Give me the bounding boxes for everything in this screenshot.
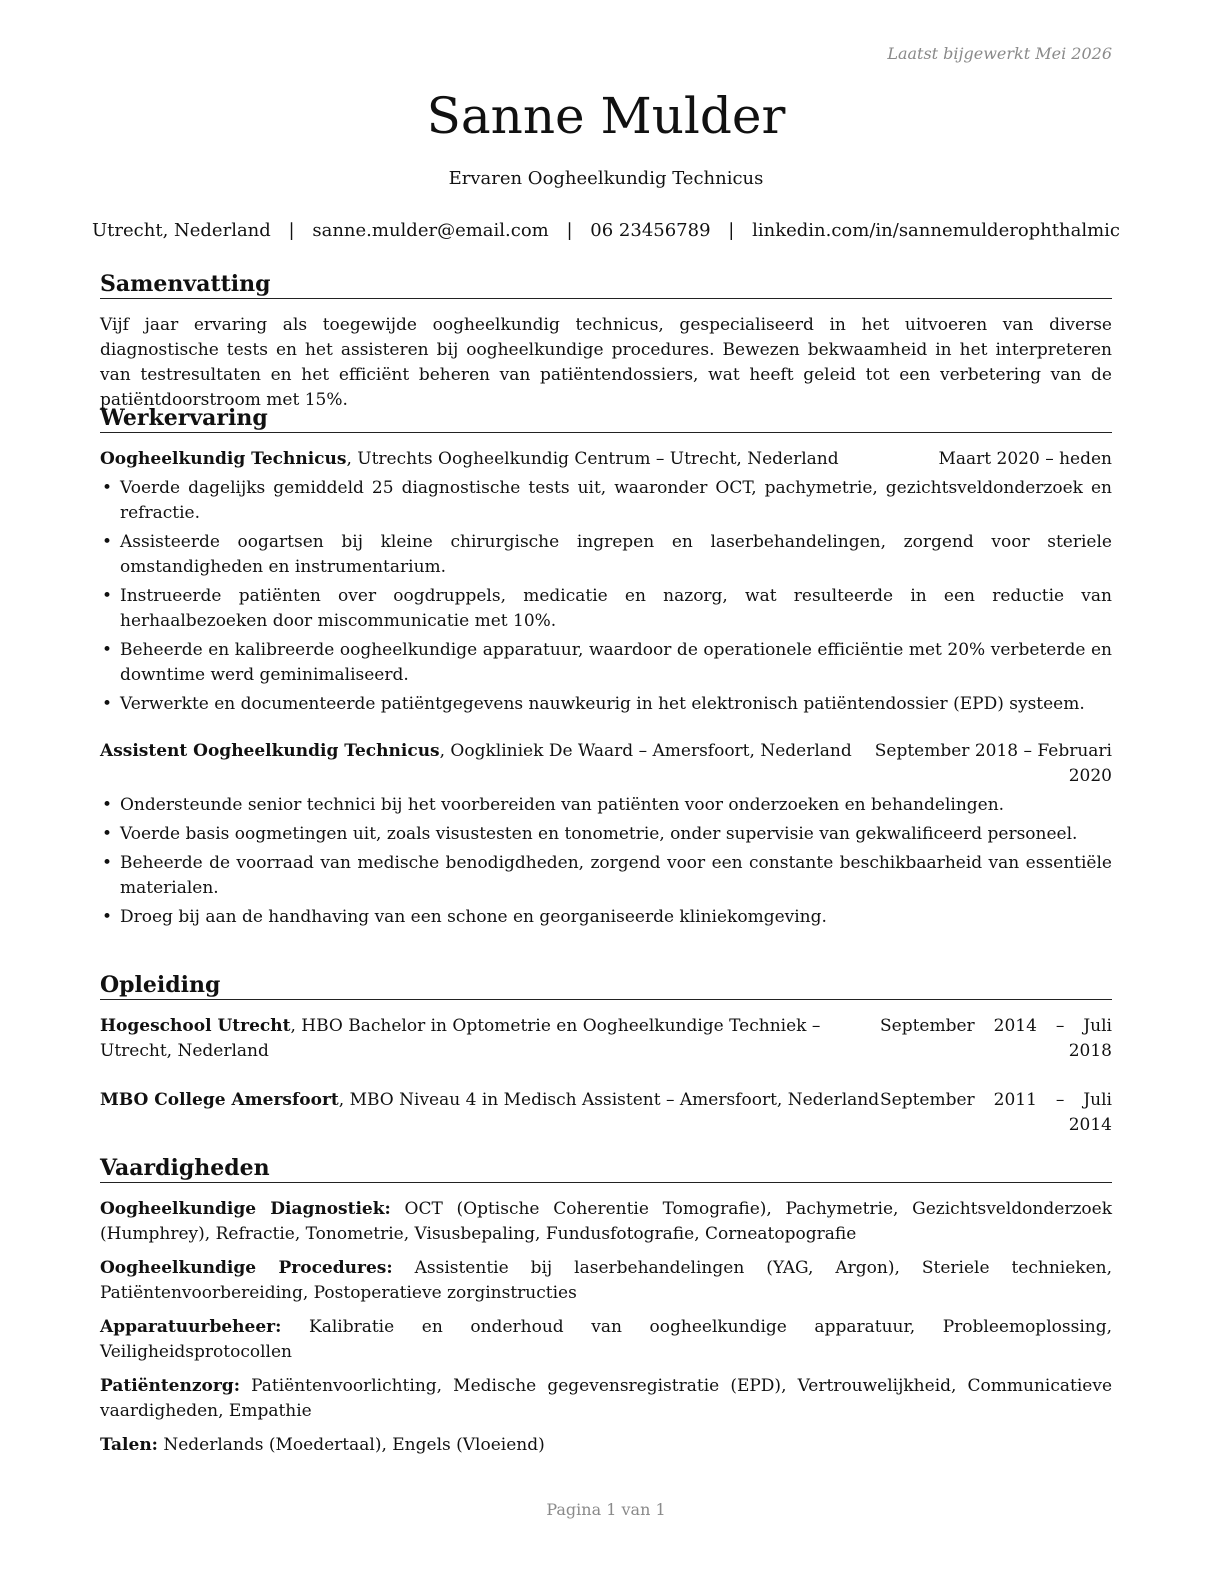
job-entry [100, 447, 1112, 717]
bullet-icon: • [102, 795, 113, 815]
skill-text: Kalibratie en onderhoud van oogheelkundige apparatuur, Probleemoplossing, Veiligheidsprotocollen [100, 1317, 1112, 1362]
contact-separator: | [288, 220, 295, 241]
summary-text: Vijf jaar ervaring als toegewijde oogheelkundig technicus, gespecialiseerd in het uitvoeren van diverse diagnostische tests en het assisteren bij oogheelkundige procedures. Bewezen bekwaamheid in het interpreteren van testresultaten en het efficiënt beheren van patiëntendossiers, wat heeft geleid tot een verbetering van de patiëntdoorstroom met 15%. [100, 315, 1112, 410]
skill-text: Assistentie bij laserbehandelingen (YAG, Argon), Steriele technieken, Patiëntenvoorbereiding, Postoperatieve zorginstructies [100, 1258, 1113, 1303]
job-bullets [100, 476, 1112, 717]
job-header [100, 739, 1112, 789]
skill-label: Talen: [100, 1435, 158, 1455]
headline: Ervaren Oogheelkundig Technicus [448, 168, 764, 189]
experience-section [100, 404, 1112, 934]
contact-phone[interactable]: 06 23456789 [590, 220, 711, 241]
candidate-name: Sanne Mulder [426, 87, 786, 145]
job-bullets [100, 793, 1112, 930]
education-school: MBO College Amersfoort [100, 1090, 339, 1110]
page-number: Pagina 1 van 1 [546, 1500, 666, 1519]
skill-label: Oogheelkundige Diagnostiek: [100, 1199, 391, 1219]
bullet-icon: • [102, 853, 113, 873]
job-header [100, 447, 1112, 472]
section-title-summary: Samenvatting [100, 270, 1112, 299]
section-title-skills: Vaardigheden [100, 1154, 1112, 1183]
skill-item [100, 1315, 1112, 1365]
education-school: Hogeschool Utrecht [100, 1016, 291, 1036]
section-title-experience: Werkervaring [100, 404, 1112, 433]
skills-list [100, 1197, 1112, 1458]
job-employer: , Oogkliniek De Waard – Amersfoort, Nederland [439, 741, 852, 761]
bullet-icon: • [102, 640, 113, 660]
job-role: Oogheelkundig Technicus [100, 449, 347, 469]
contact-line [0, 220, 1212, 241]
skills-section [100, 1154, 1112, 1467]
skill-label: Patiëntenzorg: [100, 1376, 240, 1396]
skill-text: OCT (Optische Coherentie Tomografie), Pachymetrie, Gezichtsveldonderzoek (Humphrey), Refractie, Tonometrie, Visusbepaling, Fundusfotografie, Corneatopografie [100, 1199, 1112, 1244]
list-item: • Instrueerde patiënten over oogdruppels, medicatie en nazorg, wat resulteerde in een reductie van herhaalbezoeken door miscommunicatie met 10%. [102, 586, 1112, 631]
education-title-line [100, 1014, 880, 1064]
contact-location: Utrecht, Nederland [92, 220, 271, 241]
job-title-line [100, 447, 936, 472]
contact-separator: | [566, 220, 573, 241]
list-item: • Voerde basis oogmetingen uit, zoals visustesten en tonometrie, onder supervisie van gekwalificeerd personeel. [100, 822, 1112, 847]
list-item: • Ondersteunde senior technici bij het voorbereiden van patiënten voor onderzoeken en behandelingen. [100, 793, 1112, 818]
contact-linkedin[interactable]: linkedin.com/in/sannemulderophthalmic [752, 220, 1120, 241]
list-item: • Voerde dagelijks gemiddeld 25 diagnostische tests uit, waaronder OCT, pachymetrie, gezichtsveldonderzoek en refractie. [102, 478, 1112, 523]
list-item: • Droeg bij aan de handhaving van een schone en georganiseerde kliniekomgeving. [100, 905, 1112, 930]
education-entry [100, 1014, 1112, 1064]
bullet-icon: • [102, 694, 113, 714]
contact-separator: | [728, 220, 735, 241]
education-title-line [100, 1088, 880, 1138]
skill-text: Nederlands (Moedertaal), Engels (Vloeiend) [157, 1435, 545, 1455]
skill-label: Oogheelkundige Procedures: [100, 1258, 393, 1278]
skill-item [100, 1197, 1112, 1247]
list-item: • Beheerde de voorraad van medische benodigdheden, zorgend voor een constante beschikbaarheid van essentiële materialen. [102, 853, 1112, 898]
education-program: , HBO Bachelor in Optometrie en Oogheelkundige Techniek – Utrecht, Nederland [100, 1016, 821, 1061]
bullet-icon: • [102, 478, 113, 498]
education-section [100, 971, 1112, 1138]
education-program: , MBO Niveau 4 in Medisch Assistent – Amersfoort, Nederland [338, 1090, 880, 1110]
job-role: Assistent Oogheelkundig Technicus [100, 741, 440, 761]
education-dates: September 2011 – Juli 2014 [880, 1090, 1112, 1135]
job-dates: Maart 2020 – heden [938, 449, 1112, 469]
job-employer: , Utrechts Oogheelkundig Centrum – Utrecht, Nederland [346, 449, 839, 469]
bullet-icon: • [102, 907, 113, 927]
list-item: • Assisteerde oogartsen bij kleine chirurgische ingrepen en laserbehandelingen, zorgend voor steriele omstandigheden en instrumentarium. [102, 532, 1112, 577]
skill-text: Patiëntenvoorlichting, Medische gegevensregistratie (EPD), Vertrouwelijkheid, Communicatieve vaardigheden, Empathie [100, 1376, 1112, 1421]
list-item: • Beheerde en kalibreerde oogheelkundige apparatuur, waardoor de operationele efficiëntie met 20% verbeterde en downtime werd geminimaliseerd. [102, 640, 1112, 685]
bullet-icon: • [102, 824, 113, 844]
job-entry [100, 739, 1112, 930]
skill-item [100, 1256, 1112, 1306]
skill-item [100, 1433, 1112, 1458]
education-entry [100, 1088, 1112, 1138]
last-updated: Laatst bijgewerkt Mei 2026 [887, 44, 1112, 63]
skill-label: Apparatuurbeheer: [100, 1317, 282, 1337]
education-dates: September 2014 – Juli 2018 [880, 1016, 1112, 1061]
section-title-education: Opleiding [100, 971, 1112, 1000]
bullet-icon: • [102, 532, 113, 552]
contact-email[interactable]: sanne.mulder@email.com [312, 220, 549, 241]
bullet-icon: • [102, 586, 113, 606]
skill-item [100, 1374, 1112, 1424]
resume-page [92, 0, 1120, 1584]
list-item: • Verwerkte en documenteerde patiëntgegevens nauwkeurig in het elektronisch patiëntendossier (EPD) systeem. [100, 692, 1112, 717]
job-title-line [100, 739, 862, 789]
job-dates: September 2018 – Februari 2020 [874, 741, 1112, 786]
summary-section [100, 270, 1112, 413]
